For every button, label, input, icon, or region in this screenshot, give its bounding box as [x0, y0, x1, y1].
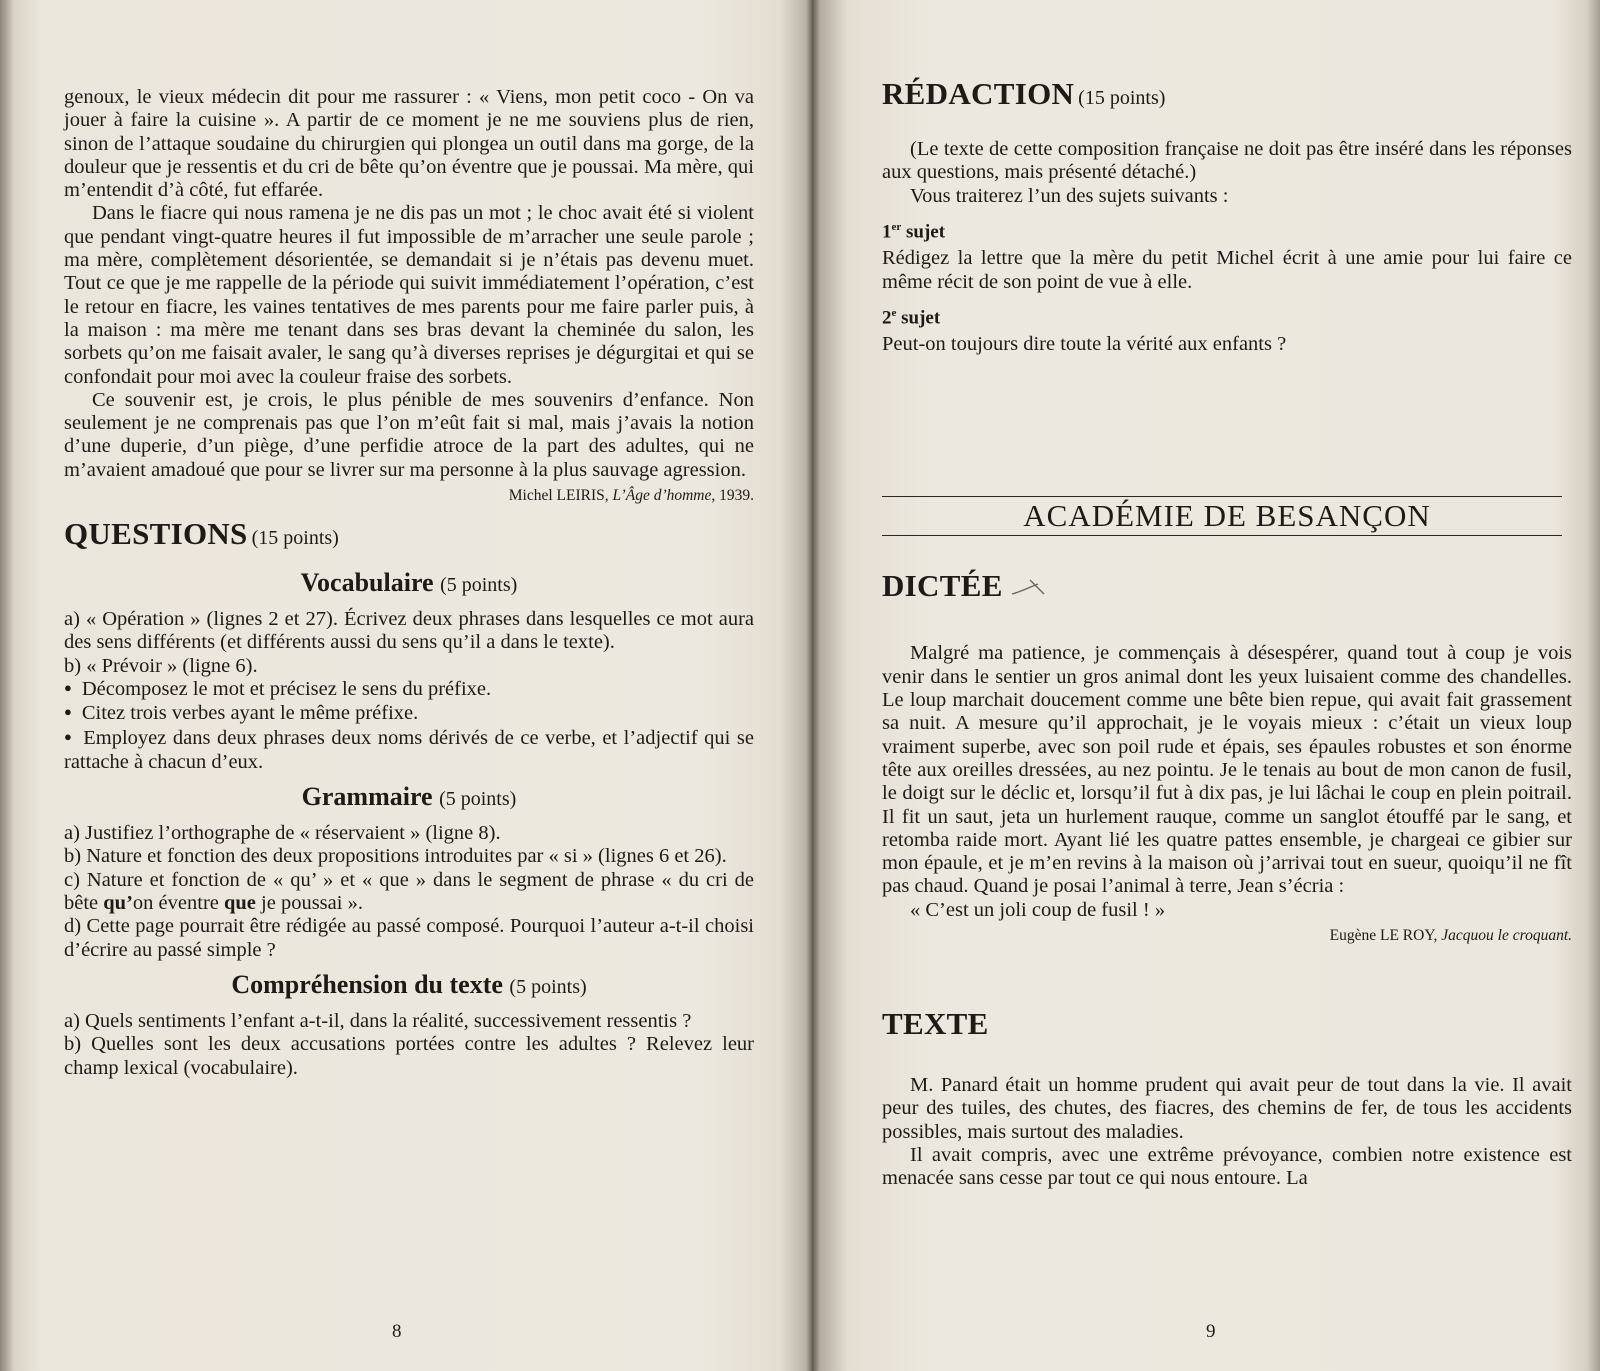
vocabulaire-bullet-2: ● Citez trois verbes ayant le même préfixe. — [64, 702, 754, 726]
grammaire-question-c: c) Nature et fonction de « qu’ » et « que » dans le segment de phrase « du cri de bête qu’on éventre que je poussai ». — [64, 868, 754, 915]
grammaire-points: (5 points) — [439, 788, 517, 811]
academie-title: ACADÉMIE DE BESANÇON — [1023, 498, 1431, 534]
texte-title: TEXTE — [882, 1006, 989, 1041]
redaction-points: (15 points) — [1078, 87, 1166, 109]
grammaire-question-b: b) Nature et fonction des deux propositions introduites par « si » (lignes 6 et 26). — [64, 845, 727, 868]
right-page-content — [882, 74, 1572, 1190]
grammaire-title: Grammaire — [301, 782, 433, 812]
right-page — [812, 0, 1600, 1371]
page-number-right: 9 — [1206, 1321, 1216, 1342]
passage-paragraph-2: Dans le fiacre qui nous ramena je ne dis pas un mot ; le choc avait été si violent que pendant vingt-quatre heures il fut impossible de m’arracher une seule parole ; ma mère, complètement désorientée, se demandait si je n’étais pas devenu muet. Tout ce que je me rappelle de la période qui suivit immédiatement l’opération, c’est le retour en fiacre, les vaines tentatives de mes parents pour me faire parler puis, à la maison : ma mère me tenant dans ses bras devant la cheminée du salon, les sorbets qu’on me faisait avaler, le sang qu’à diverses reprises je dégurgitai et qui se confondait pour moi avec la couleur fraise des sorbets. — [64, 202, 754, 388]
comprehension-question-a: a) Quels sentiments l’enfant a-t-il, dans la réalité, successivement ressentis ? — [64, 1009, 692, 1032]
redaction-heading — [882, 74, 1572, 120]
vocabulaire-bullet-1: ● Décomposez le mot et précisez le sens du préfixe. — [64, 678, 754, 702]
questions-heading — [64, 514, 754, 560]
comprehension-heading — [64, 970, 754, 1002]
dictee-attribution-author: Eugène LE ROY, — [1329, 927, 1442, 944]
passage-continuation: genoux, le vieux médecin dit pour me rassurer : « Viens, mon petit coco - On va jouer à faire la cuisine ». A partir de ce moment je ne me souviens plus de rien, sinon de l’attaque soudaine du chirurgien qui plongea un outil dans ma gorge, de la douleur que je ressentis et du cri de bête qu’on éventre que je poussai. Ma mère, qui m’entendit d’à côté, fut effarée. — [64, 86, 754, 202]
comprehension-question-b: b) Quelles sont les deux accusations portées contre les adultes ? Relevez leur champ lexical (vocabulaire). — [64, 1033, 754, 1079]
attribution-author: Michel LEIRIS, — [508, 487, 613, 505]
dictee-title: DICTÉE — [882, 568, 1003, 604]
pencil-mark-icon — [1010, 578, 1048, 598]
attribution-year: , 1939. — [711, 487, 754, 505]
passage-paragraph-3: Ce souvenir est, je crois, le plus pénible de mes souvenirs d’enfance. Non seulement je ne comprenais pas que l’on m’eût fait si mal, mais j’avais la notion d’une duperie, d’un piège, d’une perfidie atroce de la part des adultes, qui ne m’avaient amadoué que pour se livrer sur ma personne à la plus sauvage agression. — [64, 388, 754, 481]
left-page-content — [64, 86, 754, 1080]
questions-points: (15 points) — [251, 527, 339, 550]
comprehension-points: (5 points) — [509, 975, 587, 998]
grammaire-question-a: a) Justifiez l’orthographe de « réservaient » (ligne 8). — [64, 822, 501, 845]
sujet-2-label: 2e sujet — [882, 306, 941, 329]
dictee-attribution-work: Jacquou le croquant. — [1441, 927, 1572, 944]
attribution-work: L’Âge d’homme — [612, 487, 712, 505]
texte-paragraph-2: Il avait compris, avec une extrême prévoyance, combien notre existence est menacée sans cesse par tout ce qui nous entoure. La — [882, 1143, 1572, 1190]
comprehension-title: Compréhension du texte — [231, 969, 503, 999]
vocabulaire-heading — [64, 568, 754, 600]
vocabulaire-points: (5 points) — [440, 574, 518, 597]
vocabulaire-question-a: a) « Opération » (lignes 2 et 27). Écrivez deux phrases dans lesquelles ce mot aura des sens différents (et différents aussi du sens qu’il a dans le texte). — [64, 608, 754, 654]
dictee-quote: « C’est un joli coup de fusil ! » — [910, 898, 1166, 921]
dictee-attribution — [882, 926, 1572, 946]
sujet-1-label: 1er sujet — [882, 220, 946, 243]
vocabulaire-bullet-3: ● Employez dans deux phrases deux noms dérivés de ce verbe, et l’adjectif qui se rattache à chacun d’eux. — [64, 727, 754, 775]
bold-que: que — [224, 892, 256, 915]
questions-title: QUESTIONS — [64, 516, 248, 552]
grammaire-question-d: d) Cette page pourrait être rédigée au passé composé. Pourquoi l’auteur a-t-il choisi d’écrire au passé simple ? — [64, 915, 754, 961]
sujet-1-text: Rédigez la lettre que la mère du petit Michel écrit à une amie pour lui faire ce même récit de son point de vue à elle. — [882, 247, 1572, 293]
redaction-instruction: Vous traiterez l’un des sujets suivants : — [910, 184, 1229, 207]
dictee-heading — [882, 566, 1572, 612]
grammaire-heading — [64, 782, 754, 814]
dictee-text: Malgré ma patience, je commençais à désespérer, quand tout à coup je vois venir dans le sentier un gros animal dont les yeux luisaient comme des chandelles. Le loup marchait doucement comme une bête bien repue, qui avait fait grassement sa nuit. A mesure qu’il approchait, je le voyais mieux : c’était un vieux loup vraiment superbe, avec son poil rude et épais, ses épaules robustes et son énorme tête aux oreilles dressées, au nez pointu. Je le tenais au bout de mon canon de fusil, le doigt sur le déclic et, lorsqu’il fut à dix pas, je lui lâchai le coup en plein poitrail. Il fit un saut, jeta un hurlement rauque, comme un sanglot étouffé par le sang, et retomba raide mort. Ayant lié les quatre pattes ensemble, je chargeai ce gibier sur mon épaule, et je m’en revins à la maison où j’arrivai tout en sueur, quoiqu’il ne fît pas chaud. Quand je posai l’animal à terre, Jean s’écria : — [882, 642, 1572, 898]
bold-qu: qu’ — [103, 892, 133, 915]
vocabulaire-question-b: b) « Prévoir » (ligne 6). — [64, 654, 258, 677]
vocabulaire-title: Vocabulaire — [300, 568, 434, 598]
texte-paragraph-1: M. Panard était un homme prudent qui avait peur de tout dans la vie. Il avait peur des tuiles, des chutes, des fiacres, des chemins de fer, de tous les accidents possibles, mais surtout des maladies. — [882, 1074, 1572, 1143]
sujet-2-text: Peut-on toujours dire toute la vérité aux enfants ? — [882, 333, 1287, 356]
redaction-title: RÉDACTION — [882, 76, 1075, 111]
passage-attribution — [64, 486, 754, 506]
redaction-note: (Le texte de cette composition française ne doit pas être inséré dans les réponses aux questions, mais présenté détaché.) — [882, 138, 1572, 184]
page-number-left: 8 — [392, 1321, 402, 1342]
